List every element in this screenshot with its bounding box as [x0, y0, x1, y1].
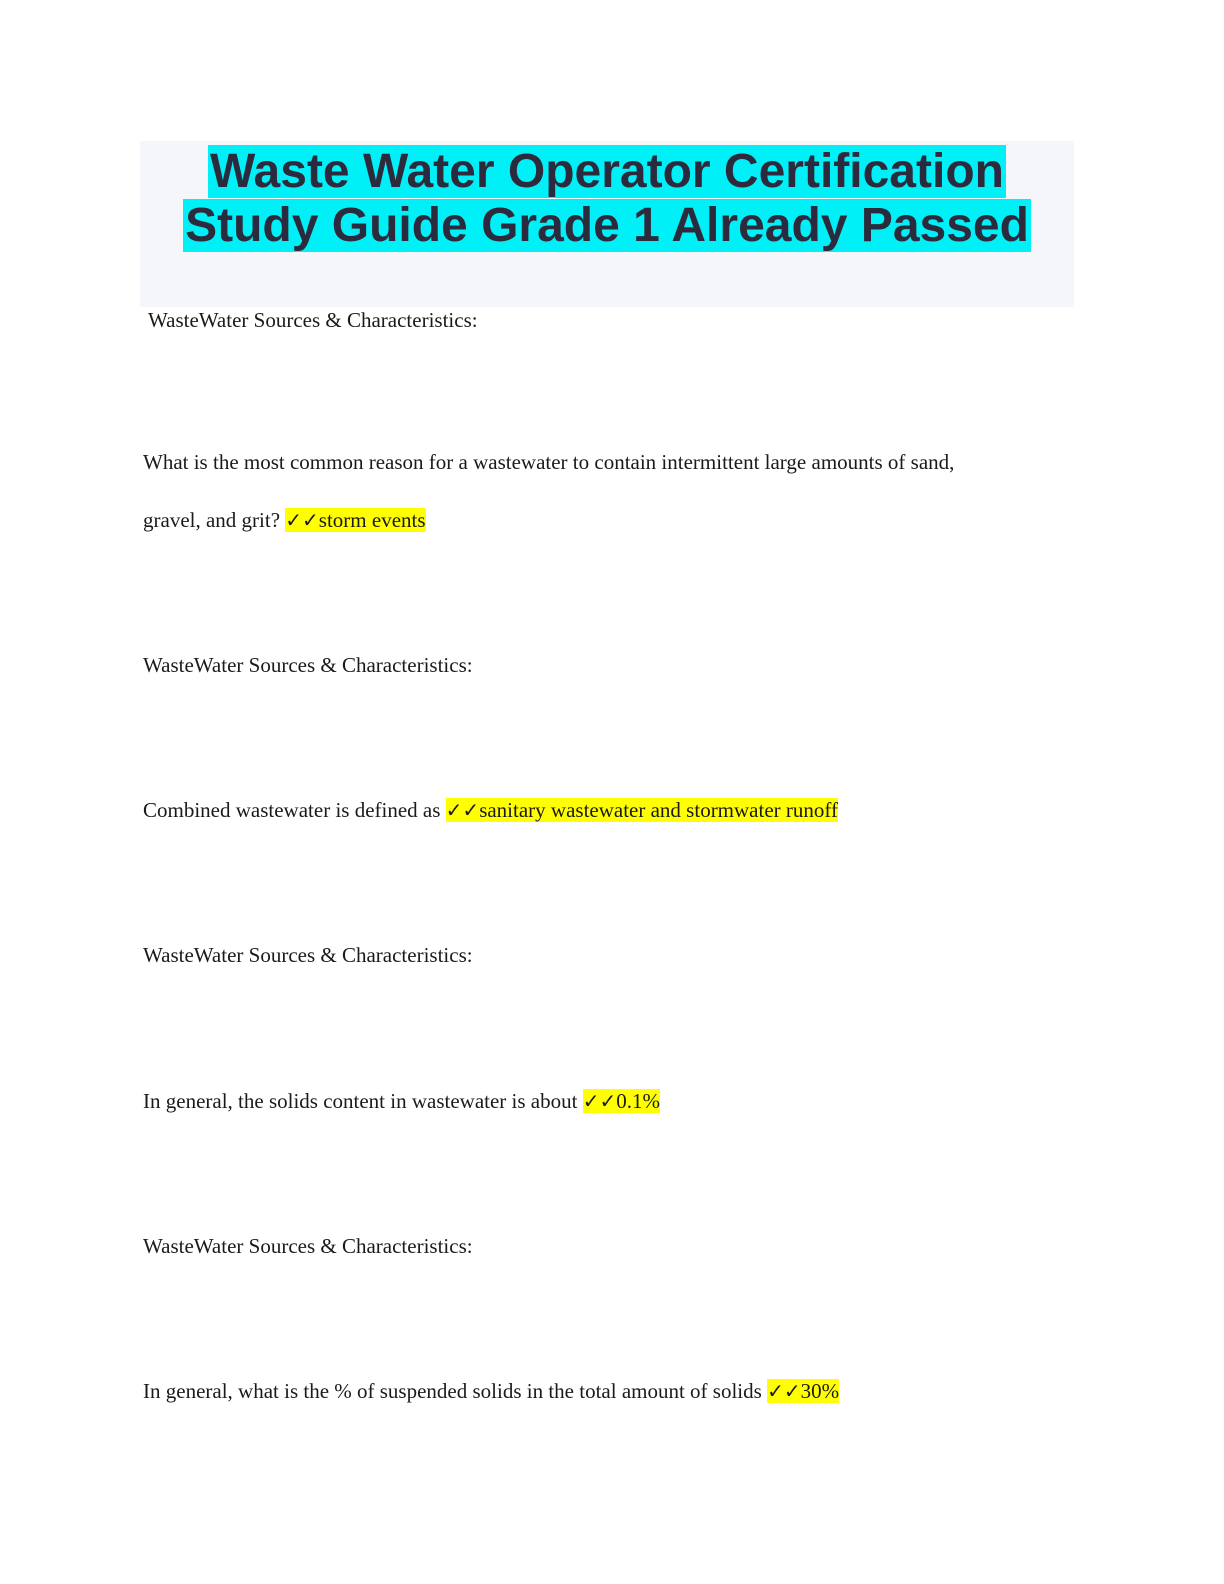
answer-4: [767, 1379, 839, 1403]
answer-3: [583, 1089, 660, 1113]
section-heading-4: WasteWater Sources & Characteristics:: [143, 1234, 473, 1258]
answer-2-text: sanitary wastewater and stormwater runoff: [479, 798, 839, 822]
question-4-text: In general, what is the % of suspended solids in the total amount of solids: [143, 1379, 762, 1403]
answer-1: [285, 508, 425, 532]
title-box: [140, 141, 1074, 307]
title-line-2: Study Guide Grade 1 Already Passed: [185, 199, 1029, 252]
check-mark-icon: ✓✓: [767, 1379, 801, 1403]
question-4: [143, 1377, 839, 1405]
question-1-line-2: [143, 506, 426, 534]
section-heading-3: WasteWater Sources & Characteristics:: [143, 943, 473, 967]
document-title: [140, 145, 1074, 253]
question-2: [143, 796, 838, 824]
question-3-text: In general, the solids content in wastewater is about: [143, 1089, 578, 1113]
title-line-1: Waste Water Operator Certification: [210, 145, 1004, 198]
check-mark-icon: ✓✓: [582, 1089, 617, 1113]
question-3: [143, 1087, 660, 1115]
answer-1-text: storm events: [318, 508, 426, 532]
section-heading-1: WasteWater Sources & Characteristics:: [148, 308, 478, 332]
check-mark-icon: ✓✓: [445, 798, 480, 822]
question-1-line-1: What is the most common reason for a wastewater to contain intermittent large amounts of sand,: [143, 450, 955, 474]
answer-2: [446, 798, 838, 822]
section-heading-2: WasteWater Sources & Characteristics:: [143, 653, 473, 677]
question-1-text: gravel, and grit?: [143, 508, 281, 532]
question-2-text: Combined wastewater is defined as: [143, 798, 441, 822]
check-mark-icon: ✓✓: [285, 508, 319, 532]
answer-3-text: 0.1%: [616, 1089, 660, 1113]
answer-4-text: 30%: [800, 1379, 840, 1403]
